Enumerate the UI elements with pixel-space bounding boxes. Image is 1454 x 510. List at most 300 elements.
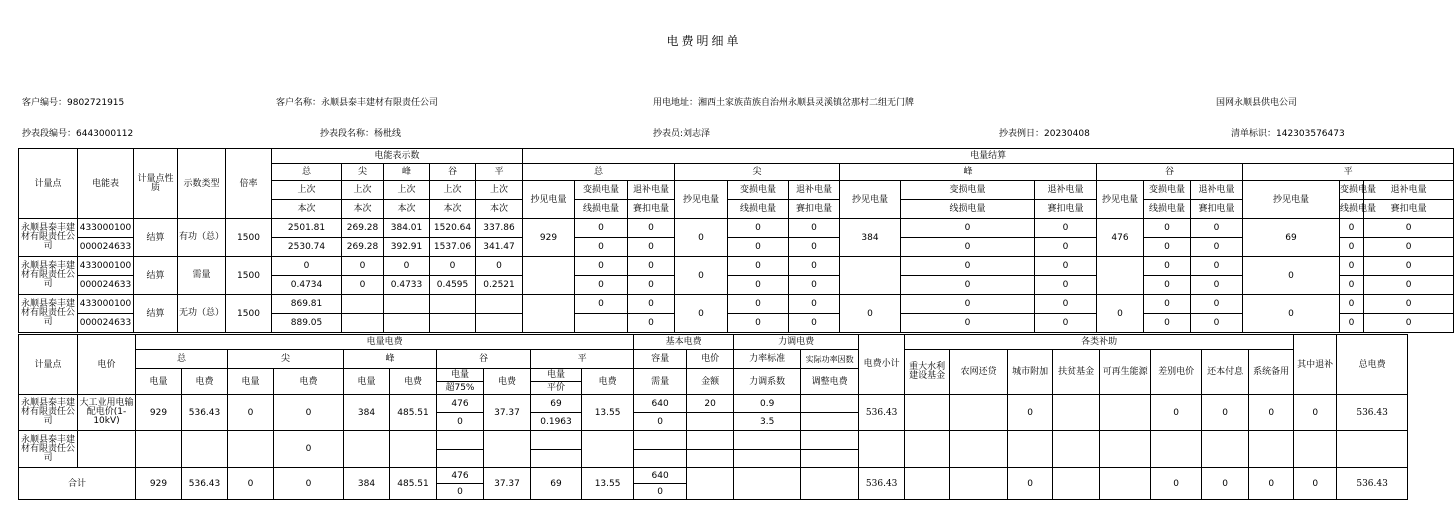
sh-jian: 尖 (675, 164, 840, 181)
xian-value: 0 (575, 238, 628, 257)
cell: 433000100 (78, 257, 133, 276)
col-nature: 计量点性质 (134, 149, 178, 219)
readings-table (18, 148, 1454, 333)
tui-label: 退补电量 (628, 182, 674, 200)
sai-label: 賽扣电量 (1047, 203, 1084, 214)
cell: 640 (634, 468, 687, 484)
sai-label: 賽扣电量 (632, 203, 669, 214)
cap-label: 容量 (634, 350, 687, 369)
cell (390, 431, 437, 468)
cell (687, 450, 734, 468)
meter-point: 永顺县泰丰建材有限责任公司 (19, 295, 78, 333)
cell (734, 450, 801, 468)
sai-value: 0 (1364, 238, 1454, 257)
cell: 433000100 (78, 295, 133, 314)
cell (734, 431, 801, 450)
page-title: 电费明细单 (666, 34, 742, 48)
fee-table (18, 334, 1408, 500)
meter-point: 永顺县泰丰建材有限责任公司 (19, 219, 78, 257)
cell (1337, 431, 1408, 468)
col2-price: 电价 (78, 335, 136, 395)
basic-header: 基本电费 (634, 335, 734, 350)
cell: 0 (274, 395, 344, 431)
last-label: 上次 (430, 182, 475, 200)
rh-total: 总 (272, 164, 342, 181)
chao-value: 0 (840, 295, 901, 333)
cell: 536.43 (1337, 395, 1408, 431)
curr-reading: 889.05 (272, 314, 342, 333)
cell (1100, 431, 1151, 468)
fh-gu: 谷 (437, 350, 531, 369)
cell (687, 413, 734, 431)
sai-label: 賽扣电量 (1198, 203, 1235, 214)
s7-label: 还本付息 (1202, 350, 1249, 395)
tui-value: 0 (789, 257, 840, 276)
cell: 0 (1202, 395, 1249, 431)
prev-reading: 0 (272, 257, 342, 276)
curr-reading: 0.4595 (430, 276, 476, 295)
cell (950, 468, 1008, 500)
xian-label: 线损电量 (582, 203, 619, 214)
bian-value: 0 (1340, 295, 1364, 314)
nature: 结算 (134, 219, 178, 257)
cell: 929 (136, 468, 182, 500)
cell (1053, 431, 1100, 468)
sh-ping: 平 (1243, 164, 1454, 181)
cell (859, 431, 905, 468)
cell: 640 (634, 395, 687, 413)
cell (136, 431, 182, 468)
bill-id: 清单标识：142303576473 (1231, 129, 1345, 139)
cell (182, 431, 228, 468)
tui-header: 其中退补 (1294, 335, 1337, 395)
multiplier: 1500 (226, 257, 272, 295)
sai-value: 0 (628, 238, 675, 257)
chao-value (840, 257, 901, 295)
curr-reading: 0.4734 (272, 276, 342, 295)
chao-value: 0 (675, 257, 728, 295)
cell (484, 431, 531, 468)
curr-reading: 0 (342, 276, 384, 295)
tui-label: 退补电量 (1364, 182, 1453, 200)
fh-zong: 总 (136, 350, 228, 369)
curr-reading: 0.4733 (384, 276, 430, 295)
xian-value: 0 (1144, 276, 1191, 295)
prev-reading: 337.86 (476, 219, 523, 238)
bian-value: 0 (575, 295, 628, 314)
sai-value: 0 (789, 314, 840, 333)
cell (734, 468, 801, 500)
cell: 485.51 (390, 468, 437, 500)
cell: 0 (274, 468, 344, 500)
chao-value: 0 (1243, 295, 1340, 333)
s1-label: 重大水利建设基金 (905, 350, 950, 395)
cell: 3.5 (734, 413, 801, 431)
curr-reading (384, 314, 430, 333)
amount-label: 金额 (687, 369, 734, 395)
s6-label: 差别电价 (1151, 350, 1202, 395)
bian-value: 0 (1144, 257, 1191, 276)
cell (687, 431, 734, 450)
cell: 0 (437, 484, 484, 500)
dl-ping-bot: 平价 (546, 383, 565, 393)
cell (531, 450, 582, 468)
curr-reading: 392.91 (384, 238, 430, 257)
tui-value: 0 (628, 295, 675, 314)
cell (905, 468, 950, 500)
cell: 0 (1294, 395, 1337, 431)
sai-value: 0 (1191, 314, 1243, 333)
cell (1151, 431, 1202, 468)
fee-header: 电量电费 (136, 335, 634, 350)
chao-value (523, 295, 575, 333)
prev-reading (342, 295, 384, 314)
cell (950, 431, 1008, 468)
rh-jian: 尖 (342, 164, 384, 181)
chao-value: 0 (1243, 257, 1340, 295)
cell: 929 (136, 395, 182, 431)
reading-type: 需量 (178, 257, 226, 295)
bian-label: 变损电量 (901, 182, 1034, 200)
tui-value: 0 (1035, 295, 1097, 314)
sum-label: 合计 (19, 468, 136, 500)
cell: 476 (437, 395, 484, 413)
sai-value: 0 (1035, 238, 1097, 257)
s3-label: 城市附加 (1008, 350, 1053, 395)
subtotal-header: 电费小计 (859, 335, 905, 395)
fh-feng: 峰 (344, 350, 437, 369)
sai-value: 0 (789, 238, 840, 257)
cell: 0 (634, 484, 687, 500)
sai-label: 賽扣电量 (1390, 203, 1427, 214)
chao-value (523, 257, 575, 295)
last-label: 上次 (272, 182, 341, 200)
bian-value: 0 (728, 219, 789, 238)
prev-reading: 269.28 (342, 219, 384, 238)
cell: 536.43 (182, 395, 228, 431)
bian-value: 0 (1144, 219, 1191, 238)
sai-value: 0 (1191, 276, 1243, 295)
cell: 0 (1294, 468, 1337, 500)
prev-reading (384, 295, 430, 314)
tui-value: 0 (1364, 257, 1454, 276)
cell (1249, 431, 1294, 468)
nature: 结算 (134, 257, 178, 295)
curr-reading: 1537.06 (430, 238, 476, 257)
price2-label: 电价 (687, 350, 734, 369)
tui-value: 0 (1364, 295, 1454, 314)
col-point: 计量点 (19, 149, 78, 219)
col-meter: 电能表 (78, 149, 134, 219)
actual-label: 实际功率因数 (801, 350, 859, 369)
df-label: 电费 (274, 369, 344, 395)
dl-label: 电量 (228, 369, 274, 395)
s2-label: 农网还贷 (950, 350, 1008, 395)
xian-value (575, 314, 628, 333)
cell: 0 (228, 468, 274, 500)
cell: 0.9 (734, 395, 801, 413)
xian-value: 0 (901, 238, 1035, 257)
last-label: 上次 (342, 182, 383, 200)
cell: 485.51 (390, 395, 437, 431)
tui-label: 退补电量 (789, 182, 839, 200)
reading-type: 无功（总） (178, 295, 226, 333)
cell: 433000100 (78, 219, 133, 238)
cell (950, 395, 1008, 431)
s4-label: 扶贫基金 (1053, 350, 1100, 395)
cell: 0.1963 (531, 413, 582, 431)
cell: 20 (687, 395, 734, 413)
bian-value: 0 (1340, 219, 1364, 238)
tui-value: 0 (1364, 219, 1454, 238)
bian-value: 0 (901, 295, 1035, 314)
curr-reading (430, 314, 476, 333)
prev-reading: 869.81 (272, 295, 342, 314)
chao-label: 抄见电量 (523, 181, 575, 219)
cell: 0 (1249, 468, 1294, 500)
bian-label: 变损电量 (728, 182, 788, 200)
prev-reading: 1520.64 (430, 219, 476, 238)
tui-value: 0 (1191, 295, 1243, 314)
fee-point: 永顺县泰丰建材有限责任公司 (19, 395, 78, 431)
col-mult: 倍率 (226, 149, 272, 219)
xian-label: 线损电量 (1340, 203, 1377, 214)
nature: 结算 (134, 295, 178, 333)
df-label: 电费 (182, 369, 228, 395)
sh-gu: 谷 (1097, 164, 1243, 181)
cell (801, 395, 859, 413)
prev-reading: 0 (430, 257, 476, 276)
customer-name: 客户名称：永顺县泰丰建材有限责任公司 (276, 98, 439, 108)
cell: 0 (437, 413, 484, 431)
cell: 000024633 (79, 318, 132, 328)
tui-value: 0 (628, 257, 675, 276)
cell (1053, 395, 1100, 431)
xian-value: 0 (901, 276, 1035, 295)
last-label: 上次 (476, 182, 522, 200)
xian-value: 0 (1340, 276, 1364, 295)
curr-label: 本次 (297, 203, 316, 214)
tui-label: 退补电量 (1035, 182, 1096, 200)
cell: 0 (634, 413, 687, 431)
bian-value: 0 (575, 257, 628, 276)
xian-value: 0 (1340, 314, 1364, 333)
cell: 536.43 (1337, 468, 1408, 500)
subsidy-header: 各类补助 (905, 335, 1294, 350)
reading-header: 电能表示数 (272, 149, 523, 164)
bian-value: 0 (901, 219, 1035, 238)
dl-label: 电量 (344, 369, 390, 395)
bian-value: 0 (728, 257, 789, 276)
cell: 0 (1151, 468, 1202, 500)
curr-reading (476, 314, 523, 333)
cell (531, 431, 582, 450)
tui-value: 0 (1035, 219, 1097, 238)
cell: 37.37 (484, 468, 531, 500)
chao-value: 476 (1097, 219, 1144, 257)
xian-value: 0 (575, 276, 628, 295)
bian-label: 变损电量 (1144, 182, 1190, 200)
sai-value: 0 (628, 314, 675, 333)
tui-value: 0 (789, 219, 840, 238)
tui-value: 0 (1191, 219, 1243, 238)
sai-label: 賽扣电量 (795, 203, 832, 214)
coef-label: 力调系数 (734, 369, 801, 395)
sai-value: 0 (789, 276, 840, 295)
reading-type: 有功（总） (178, 219, 226, 257)
cell: 384 (344, 395, 390, 431)
tui-label: 退补电量 (1191, 182, 1242, 200)
fh-ping: 平 (531, 350, 634, 369)
cell (437, 450, 484, 468)
fee-point: 永顺县泰丰建材有限责任公司 (19, 431, 78, 468)
cell (437, 431, 484, 450)
rh-ping: 平 (476, 164, 523, 181)
df-label: 电费 (390, 369, 437, 395)
s8-label: 系统备用 (1249, 350, 1294, 395)
sai-value: 0 (628, 276, 675, 295)
power-header: 力调电费 (734, 335, 859, 350)
bian-value: 0 (575, 219, 628, 238)
prev-reading: 0 (384, 257, 430, 276)
cell (1100, 395, 1151, 431)
cell (582, 431, 634, 468)
xian-label: 线损电量 (949, 203, 986, 214)
prev-reading: 0 (342, 257, 384, 276)
xian-value: 0 (728, 314, 789, 333)
cell: 0 (1008, 468, 1053, 500)
s5-label: 可再生能源 (1100, 350, 1151, 395)
cell: 536.43 (859, 468, 905, 500)
chao-value (1097, 257, 1144, 295)
prev-reading (430, 295, 476, 314)
curr-label: 本次 (443, 203, 462, 214)
read-day: 抄表例日：20230408 (999, 129, 1090, 139)
demand-label: 需量 (634, 369, 687, 395)
curr-label: 本次 (353, 203, 372, 214)
cell: 69 (531, 468, 582, 500)
xian-value: 0 (1340, 238, 1364, 257)
dl-gu-top: 电量 (437, 369, 483, 382)
sai-value: 0 (1191, 238, 1243, 257)
curr-reading: 0.2521 (476, 276, 523, 295)
curr-reading: 2530.74 (272, 238, 342, 257)
xian-value: 0 (901, 314, 1035, 333)
bian-label: 变损电量 (1340, 182, 1363, 200)
cell (344, 431, 390, 468)
cell: 0 (1008, 395, 1053, 431)
std-label: 力率标准 (734, 350, 801, 369)
xian-label: 线损电量 (1148, 203, 1185, 214)
sai-value: 0 (1364, 276, 1454, 295)
cell: 0 (274, 431, 344, 468)
dl-gu-bot: 超75% (445, 383, 475, 393)
sai-value: 0 (1364, 314, 1454, 333)
prev-reading: 0 (476, 257, 523, 276)
company: 国网永顺县供电公司 (1216, 98, 1298, 108)
cell (1053, 468, 1100, 500)
cell (905, 395, 950, 431)
rh-gu: 谷 (430, 164, 476, 181)
cell (801, 413, 859, 431)
curr-label: 本次 (489, 203, 508, 214)
tui-value: 0 (789, 295, 840, 314)
total-header: 总电费 (1337, 335, 1408, 395)
cell: 0 (1151, 395, 1202, 431)
cell: 384 (344, 468, 390, 500)
dl-ping-top: 电量 (531, 369, 581, 382)
tui-value: 0 (1035, 257, 1097, 276)
dl-label: 电量 (136, 369, 182, 395)
customer-no: 客户编号：9802721915 (22, 98, 125, 108)
chao-value: 0 (675, 219, 728, 257)
cell: 0 (1202, 468, 1249, 500)
meter-point: 永顺县泰丰建材有限责任公司 (19, 257, 78, 295)
xian-value: 0 (1144, 238, 1191, 257)
cell (905, 431, 950, 468)
chao-value: 69 (1243, 219, 1340, 257)
settle-header: 电量结算 (523, 149, 1454, 164)
chao-value: 0 (675, 295, 728, 333)
prev-reading (476, 295, 523, 314)
curr-reading (342, 314, 384, 333)
xian-label: 线损电量 (739, 203, 776, 214)
col2-point: 计量点 (19, 335, 78, 395)
multiplier: 1500 (226, 219, 272, 257)
prev-reading: 384.01 (384, 219, 430, 238)
curr-reading: 269.28 (342, 238, 384, 257)
sai-value: 0 (1035, 314, 1097, 333)
prev-reading: 2501.81 (272, 219, 342, 238)
fee-price: 大工业用电输配电价(1-10kV) (78, 395, 136, 431)
cell (1100, 468, 1151, 500)
sh-feng: 峰 (840, 164, 1097, 181)
cell: 536.43 (859, 395, 905, 431)
bian-label: 变损电量 (575, 182, 627, 200)
cell (78, 431, 136, 468)
cell: 13.55 (582, 395, 634, 431)
rh-feng: 峰 (384, 164, 430, 181)
chao-label: 抄见电量 (675, 181, 728, 219)
fh-jian: 尖 (228, 350, 344, 369)
segment-no: 抄表段编号：6443000112 (22, 129, 134, 139)
xian-value: 0 (728, 238, 789, 257)
cell: 000024633 (79, 280, 132, 290)
cell (801, 468, 859, 500)
xian-value: 0 (728, 276, 789, 295)
bian-value: 0 (728, 295, 789, 314)
cell (634, 450, 687, 468)
cell: 536.43 (182, 468, 228, 500)
cell: 0 (228, 395, 274, 431)
last-label: 上次 (384, 182, 429, 200)
cell (801, 431, 859, 450)
xian-value: 0 (1144, 314, 1191, 333)
adj-label: 调整电费 (801, 369, 859, 395)
cell: 37.37 (484, 395, 531, 431)
chao-label: 抄见电量 (1243, 181, 1340, 219)
bian-value: 0 (901, 257, 1035, 276)
chao-value: 384 (840, 219, 901, 257)
chao-label: 抄见电量 (1097, 181, 1144, 219)
segment-name: 抄表段名称：杨枇线 (320, 129, 402, 139)
curr-label: 本次 (397, 203, 416, 214)
cell (634, 431, 687, 450)
chao-value: 0 (1097, 295, 1144, 333)
bian-value: 0 (1144, 295, 1191, 314)
sai-value: 0 (1035, 276, 1097, 295)
sh-total: 总 (523, 164, 675, 181)
